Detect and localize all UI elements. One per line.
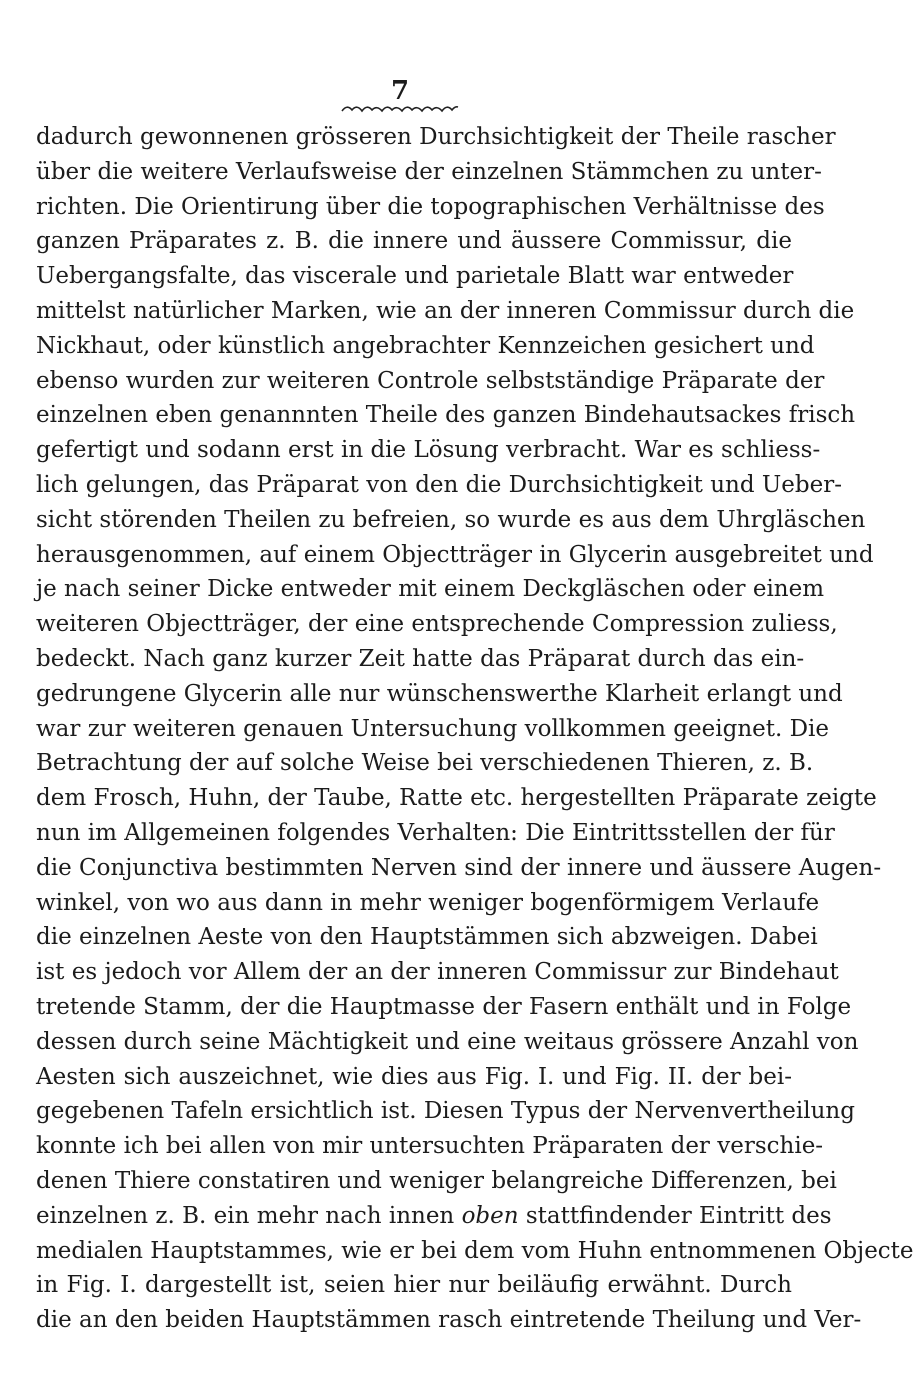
text-line-28: Aesten sich auszeichnet, wie dies aus Fig. I. und Fig. II. der bei- <box>36 1063 792 1090</box>
text-line-17: gedrungene Glycerin alle nur wünschenswerthe Klarheit erlangt und <box>36 680 843 707</box>
text-line-23: winkel, von wo aus dann in mehr weniger bogenförmigem Verlaufe <box>36 889 820 916</box>
text-line-32 <box>36 1199 832 1234</box>
text-line-32-start: einzelnen z. B. ein mehr nach innen <box>36 1202 455 1229</box>
emphasis-oben: oben <box>461 1202 519 1229</box>
text-line-24: die einzelnen Aeste von den Hauptstämmen sich abzweigen. Dabei <box>36 924 818 951</box>
text-line-3: richten. Die Orientirung über die topographischen Verhältnisse des <box>36 193 825 220</box>
text-line-30: konnte ich bei allen von mir untersuchten Präparaten der verschie- <box>36 1133 824 1160</box>
text-line-20: dem Frosch, Huhn, der Taube, Ratte etc. hergestellten Präparate zeigte <box>36 785 877 812</box>
text-line-11: lich gelungen, das Präparat von den die Durchsichtigkeit und Ueber- <box>36 471 842 498</box>
text-line-19: Betrachtung der auf solche Weise bei verschiedenen Thieren, z. B. <box>36 750 814 777</box>
text-line-18: war zur weiteren genauen Untersuchung vollkommen geeignet. Die <box>36 715 830 742</box>
text-line-1: dadurch gewonnenen grösseren Durchsichtigkeit der Theile rascher <box>36 124 836 150</box>
text-line-22: die Conjunctiva bestimmten Nerven sind der innere und äussere Augen- <box>36 854 882 881</box>
text-line-16: bedeckt. Nach ganz kurzer Zeit hatte das Präparat durch das ein- <box>36 645 805 672</box>
text-line-34: in Fig. I. dargestellt ist, seien hier nur beiläufig erwähnt. Durch <box>36 1272 792 1299</box>
text-line-26: tretende Stamm, der die Hauptmasse der Fasern enthält und in Folge <box>36 993 852 1020</box>
text-line-33: medialen Hauptstammes, wie er bei dem vom Huhn entnommenen Objecte <box>36 1237 914 1264</box>
text-line-10: gefertigt und sodann erst in die Lösung verbracht. War es schliess- <box>36 437 821 464</box>
text-line-29: gegebenen Tafeln ersichtlich ist. Diesen Typus der Nervenvertheilung <box>36 1098 855 1125</box>
ornament-divider <box>340 102 460 114</box>
text-line-2: über die weitere Verlaufsweise der einzelnen Stämmchen zu unter- <box>36 158 822 185</box>
text-line-9: einzelnen eben genannnten Theile des ganzen Bindehautsackes frisch <box>36 402 856 429</box>
text-line-15: weiteren Objectträger, der eine entsprechende Compression zuliess, <box>36 611 838 638</box>
text-line-12: sicht störenden Theilen zu befreien, so wurde es aus dem Uhrgläschen <box>36 506 866 533</box>
body-text <box>36 120 914 1338</box>
text-line-7: Nickhaut, oder künstlich angebrachter Kennzeichen gesichert und <box>36 332 815 359</box>
page-number: 7 <box>390 76 410 106</box>
text-line-6: mittelst natürlicher Marken, wie an der inneren Commissur durch die <box>36 297 855 324</box>
text-line-35: die an den beiden Hauptstämmen rasch eintretende Theilung und Ver- <box>36 1307 862 1334</box>
text-line-8: ebenso wurden zur weiteren Controle selbstständige Präparate der <box>36 367 825 394</box>
text-line-25: ist es jedoch vor Allem der an der inneren Commissur zur Bindehaut <box>36 959 839 986</box>
text-line-14: je nach seiner Dicke entweder mit einem Deckgläschen oder einem <box>36 576 825 603</box>
text-line-5: Uebergangsfalte, das viscerale und parietale Blatt war entweder <box>36 263 794 290</box>
text-line-27: dessen durch seine Mächtigkeit und eine weitaus grössere Anzahl von <box>36 1028 859 1055</box>
text-line-13: herausgenommen, auf einem Objectträger in Glycerin ausgebreitet und <box>36 541 874 568</box>
text-line-31: denen Thiere constatiren und weniger belangreiche Differenzen, bei <box>36 1167 837 1194</box>
text-line-21: nun im Allgemeinen folgendes Verhalten: Die Eintrittsstellen der für <box>36 819 835 846</box>
text-line-4: ganzen Präparates z. B. die innere und äussere Commissur, die <box>36 228 792 255</box>
text-line-32-end: stattfindender Eintritt des <box>525 1202 832 1229</box>
